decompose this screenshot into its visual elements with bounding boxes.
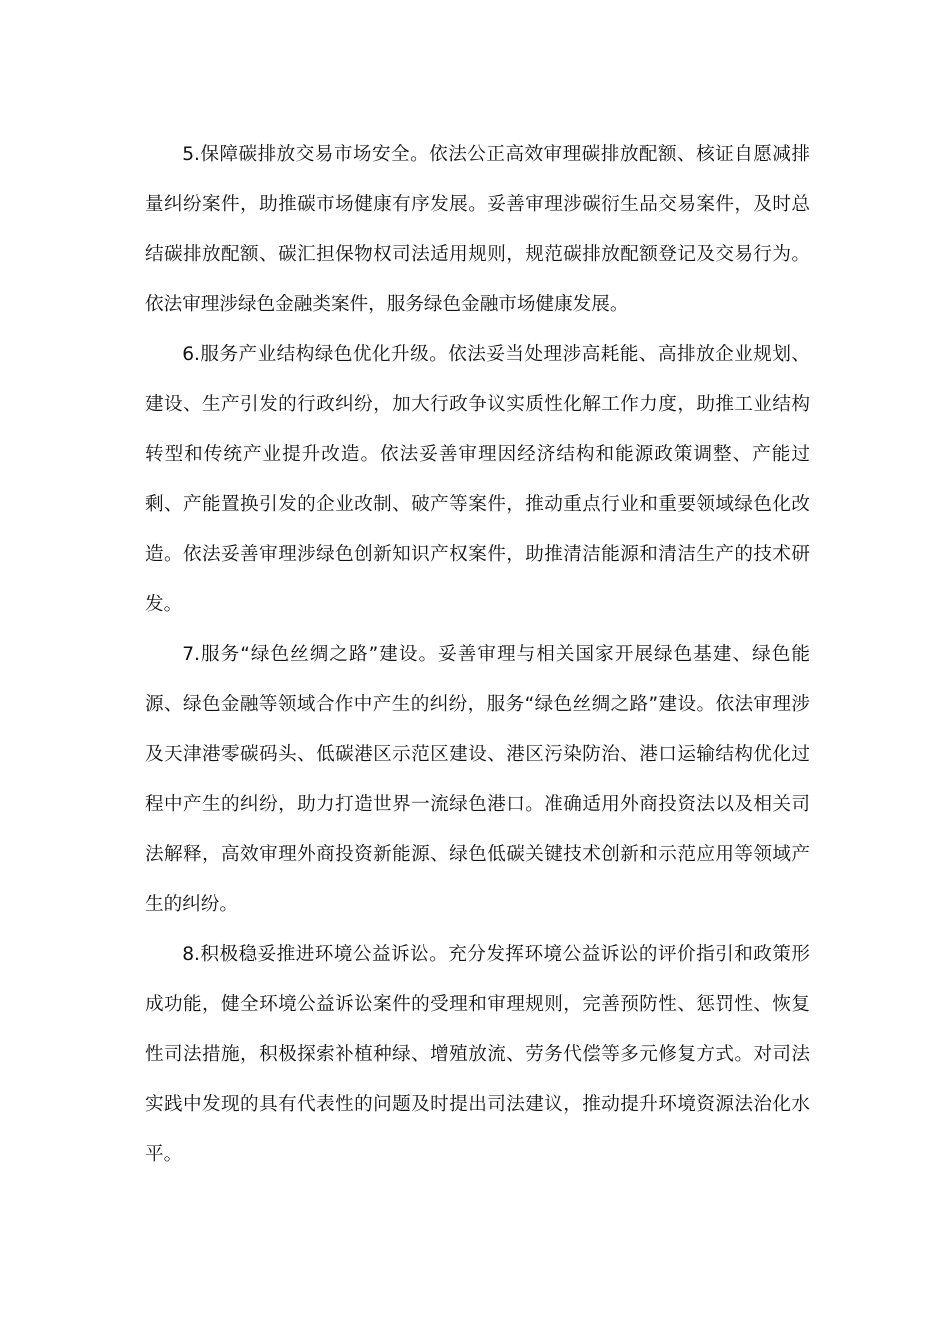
paragraph-item-6: 6.服务产业结构绿色优化升级。依法妥当处理涉高耗能、高排放企业规划、建设、生产引发的行政纠纷，加大行政争议实质性化解工作力度，助推工业结构转型和传统产业提升改造。依法妥善审理因经济结构和能源政策调整、产能过剩、产能置换引发的企业改制、破产等案件，推动重点行业和重要领域绿色化改造。依法妥善审理涉绿色创新知识产权案件，助推清洁能源和清洁生产的技术研发。 <box>145 344 810 615</box>
paragraph-item-7: 7.服务“绿色丝绸之路”建设。妥善审理与相关国家开展绿色基建、绿色能源、绿色金融等领域合作中产生的纠纷，服务“绿色丝绸之路”建设。依法审理涉及天津港零碳码头、低碳港区示范区建设、港区污染防治、港口运输结构优化过程中产生的纠纷，助力打造世界一流绿色港口。准确适用外商投资法以及相关司法解释，高效审理外商投资新能源、绿色低碳关键技术创新和示范应用等领域产生的纠纷。 <box>145 644 810 915</box>
document-page <box>145 130 810 1180</box>
paragraph-item-5: 5.保障碳排放交易市场安全。依法公正高效审理碳排放配额、核证自愿减排量纠纷案件，助推碳市场健康有序发展。妥善审理涉碳衍生品交易案件，及时总结碳排放配额、碳汇担保物权司法适用规则，规范碳排放配额登记及交易行为。依法审理涉绿色金融类案件，服务绿色金融市场健康发展。 <box>145 144 810 315</box>
paragraph-item-8: 8.积极稳妥推进环境公益诉讼。充分发挥环境公益诉讼的评价指引和政策形成功能，健全环境公益诉讼案件的受理和审理规则，完善预防性、惩罚性、恢复性司法措施，积极探索补植种绿、增殖放流、劳务代偿等多元修复方式。对司法实践中发现的具有代表性的问题及时提出司法建议，推动提升环境资源法治化水平。 <box>145 944 810 1165</box>
